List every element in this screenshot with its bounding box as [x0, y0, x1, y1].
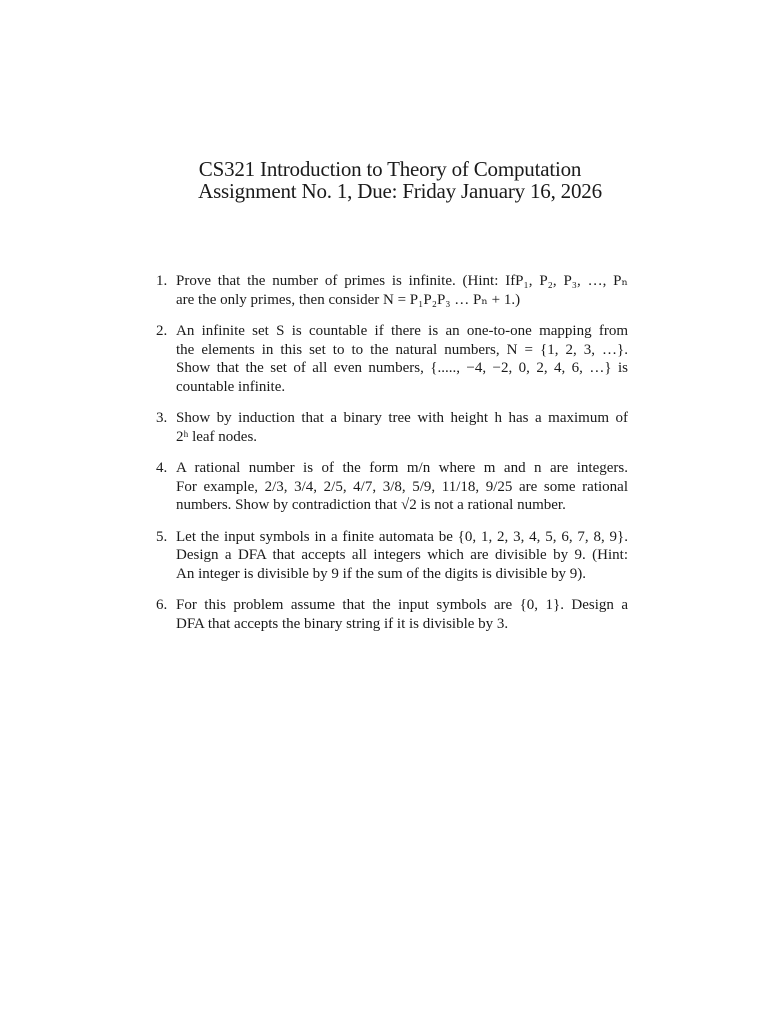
page-title	[150, 158, 630, 202]
problem-item	[156, 528, 628, 584]
problem-text	[176, 459, 628, 515]
problem-line: Design a DFA that accepts all integers which are divisible by 9. (Hint:	[176, 547, 628, 563]
problem-line: For example, 2/3, 3/4, 2/5, 4/7, 3/8, 5/9, 11/18, 9/25 are some rational	[176, 478, 628, 495]
problem-number: 5.	[156, 528, 168, 545]
problem-line: An integer is divisible by 9 if the sum of the digits is divisible by 9).	[176, 565, 586, 582]
problem-text	[176, 596, 628, 633]
problem-text	[176, 528, 628, 584]
problem-line: Prove that the number of primes is infinite. (Hint: IfP₁, P₂, P₃, …, Pₙ	[176, 273, 628, 289]
problem-line: numbers. Show by contradiction that √2 is not a rational number.	[176, 497, 566, 513]
problem-line: are the only primes, then consider N = P₁P₂P₃ … Pₙ + 1.)	[176, 291, 521, 308]
problem-number: 6.	[156, 597, 168, 613]
problem-line: DFA that accepts the binary string if it is divisible by 3.	[176, 615, 509, 632]
problem-item	[156, 272, 628, 309]
problem-number: 1.	[156, 273, 168, 289]
problem-number: 2.	[156, 323, 168, 339]
problem-number: 4.	[156, 460, 168, 476]
problem-item	[156, 596, 628, 633]
problem-item	[156, 322, 628, 396]
title-course: CS321 Introduction to Theory of Computation	[198, 157, 582, 181]
problem-line: countable infinite.	[176, 378, 286, 395]
problem-line: Show that the set of all even numbers, {....., −4, −2, 0, 2, 4, 6, …} is	[176, 360, 628, 376]
problem-list	[156, 272, 628, 646]
title-assignment: Assignment No. 1, Due: Friday January 16, 2026	[198, 179, 602, 203]
problem-line: Let the input symbols in a finite automata be {0, 1, 2, 3, 4, 5, 6, 7, 8, 9}.	[176, 528, 628, 545]
problem-item	[156, 409, 628, 446]
problem-line: the elements in this set to to the natural numbers, N = {1, 2, 3, …}.	[176, 341, 628, 358]
problem-text	[176, 272, 628, 309]
problem-number: 3.	[156, 410, 168, 426]
problem-line: 2ʰ leaf nodes.	[176, 428, 258, 445]
problem-line: For this problem assume that the input symbols are {0, 1}. Design a	[176, 597, 628, 613]
problem-text	[176, 322, 628, 396]
problem-text	[176, 409, 628, 446]
problem-item	[156, 459, 628, 515]
problem-line: An infinite set S is countable if there is an one-to-one mapping from	[176, 323, 628, 339]
problem-line: A rational number is of the form m/n where m and n are integers.	[176, 460, 628, 476]
problem-line: Show by induction that a binary tree with height h has a maximum of	[176, 410, 628, 426]
